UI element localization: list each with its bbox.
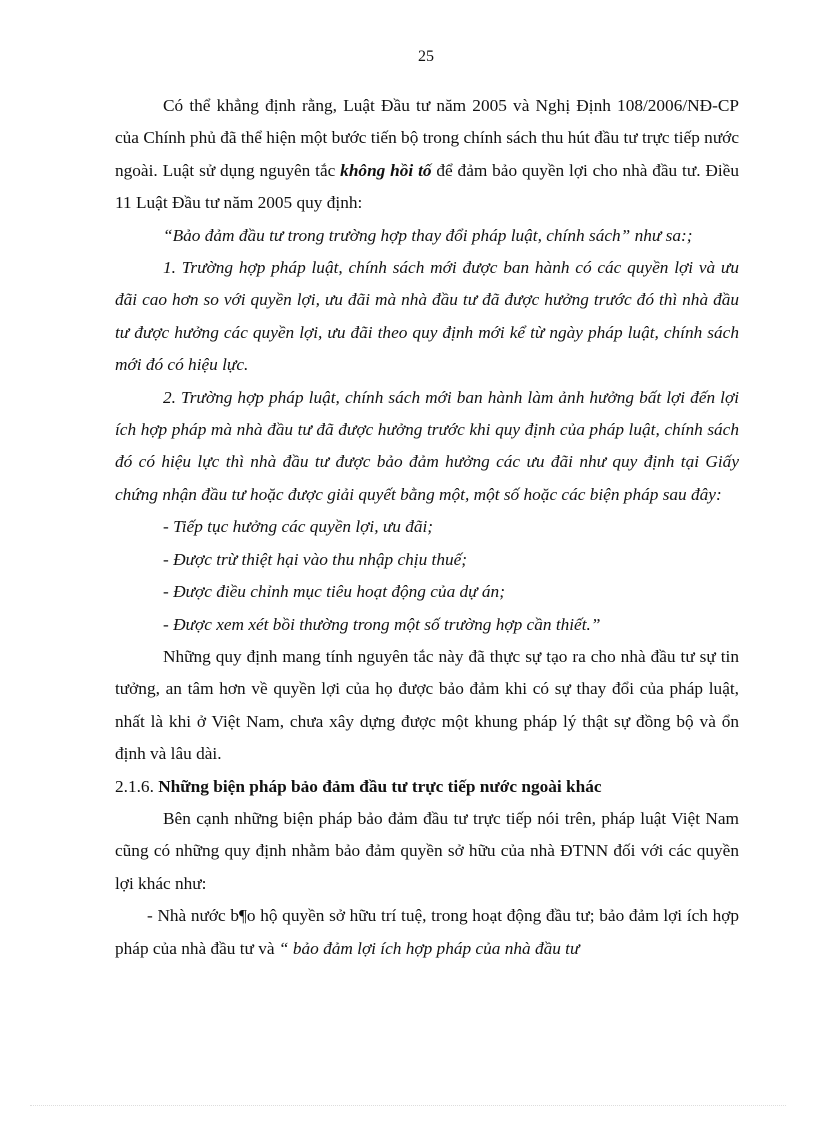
bullet-item: - Được điều chỉnh mục tiêu hoạt động của dự án;: [163, 582, 505, 602]
bullet-item: - Tiếp tục hưởng các quyền lợi, ưu đãi;: [163, 517, 434, 537]
page-bottom-divider: [30, 1105, 786, 1106]
bullet-item: - Được trừ thiệt hại vào thu nhập chịu thuế;: [163, 549, 468, 569]
paragraph-principles: Những quy định mang tính nguyên tắc này đã thực sự tạo ra cho nhà đầu tư sự tin tưởng, an tâm hơn về quyền lợi của họ được bảo đảm khi có sự thay đổi của pháp luật, nhất là khi ở Việt Nam, chưa xây dựng được một khung pháp lý thật sự đồng bộ và ổn định và lâu dài.: [115, 646, 739, 764]
clause-2: 2. Trường hợp pháp luật, chính sách mới ban hành làm ảnh hưởng bất lợi đến lợi ích hợp pháp mà nhà đầu tư đã được hưởng trước khi quy định của pháp luật, chính sách đó có hiệu lực thì nhà đầu tư được bảo đảm hưởng các ưu đãi như quy định tại Giấy chứng nhận đầu tư hoặc được giải quyết bằng một, một số hoặc các biện pháp sau đây:: [115, 387, 739, 504]
document-body: [115, 90, 739, 965]
section-number: 2.1.6.: [115, 776, 159, 796]
intro-text-end: để đảm bảo quyền lợi cho nhà đầu tư. Điều 11 Luật Đầu tư năm 2005 quy định:: [115, 160, 739, 213]
section-title: Những biện pháp bảo đảm đầu tư trực tiếp nước ngoài khác: [158, 776, 602, 796]
bullet-item: - Được xem xét bồi thường trong một số trường hợp cần thiết.”: [163, 614, 601, 634]
clause-1: 1. Trường hợp pháp luật, chính sách mới được ban hành có các quyền lợi và ưu đãi cao hơn so với quyền lợi, ưu đãi mà nhà đầu tư đã được hưởng trước đó thì nhà đầu tư được hưởng các quyền lợi, ưu đãi theo quy định mới kể từ ngày pháp luật, chính sách mới đó có hiệu lực.: [115, 258, 739, 375]
principle-emphasis: không hồi tố: [340, 160, 432, 180]
quote-intro: “Bảo đảm đầu tư trong trường hợp thay đổi pháp luật, chính sách” như sa:;: [163, 225, 693, 245]
intro-text-start: Có thể khẳng định rằng, Luật Đầu tư năm 2005 và Nghị Định 108/2006/NĐ-CP của Chính phủ đã thể hiện một bước tiến bộ trong chính sách thu hút đầu tư trực tiếp nước ngoài. Luật sử dụng nguyên tắc: [115, 96, 739, 180]
page-number: 25: [418, 48, 434, 65]
paragraph-ip-protection: [115, 900, 739, 965]
paragraph-besides: Bên cạnh những biện pháp bảo đảm đầu tư trực tiếp nói trên, pháp luật Việt Nam cũng có những quy định nhằm bảo đảm quyền sở hữu của nhà ĐTNN đối với các quyền lợi khác như:: [115, 808, 739, 893]
paragraph-intro: [115, 90, 739, 220]
ip-quote: “ bảo đảm lợi ích hợp pháp của nhà đầu tư: [278, 938, 580, 958]
ip-text: - Nhà nước b¶o hộ quyền sở hữu trí tuệ, trong hoạt động đầu tư; bảo đảm lợi ích hợp pháp của nhà đầu tư và: [115, 906, 739, 958]
section-heading: [115, 771, 739, 803]
